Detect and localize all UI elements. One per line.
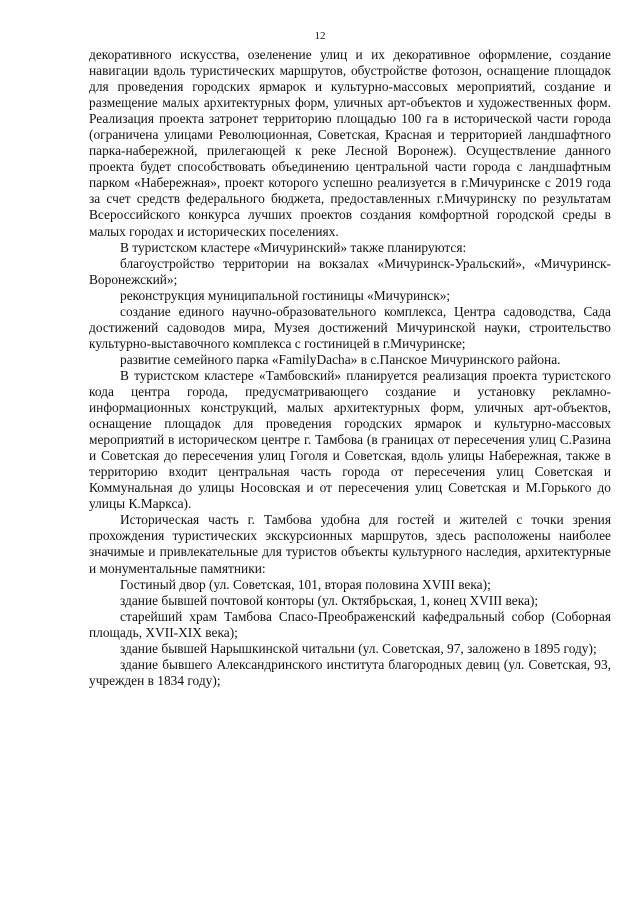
list-item-hotel-reconstruction: реконструкция муниципальной гостиницы «Мичуринск»;: [120, 287, 451, 303]
list-item-family-park: развитие семейного парка «FamilyDacha» в с.Панское Мичуринского района.: [120, 351, 561, 367]
paragraph-historic-center: Историческая часть г. Тамбова удобна для гостей и жителей с точки зрения прохождения туристических экскурсионных маршрутов, здесь расположены наиболее значимые и привлекательные для туристов объекты культурного наследия, архитектурные и монументальные памятники:: [89, 512, 611, 576]
list-item-institute: здание бывшего Александринского института благородных девиц (ул. Советская, 93, учрежден в 1834 году);: [89, 656, 611, 688]
list-item-cathedral: старейший храм Тамбова Спасо-Преображенский кафедральный собор (Соборная площадь, XVII-XIX века);: [89, 608, 611, 640]
list-item-science-complex: создание единого научно-образовательного комплекса, Центра садоводства, Сада достижений садоводов мира, Музея достижений Мичуринской науки, строительство культурно-выставочного комплекса с гостиницей в г.Мичуринске;: [89, 303, 611, 351]
page-number: 12: [314, 30, 326, 42]
list-item-reading-room: здание бывшей Нарышкинской читальни (ул. Советская, 97, заложено в 1895 году);: [120, 640, 597, 656]
list-item-post-office: здание бывшей почтовой конторы (ул. Октябрьская, 1, конец XVIII века);: [120, 592, 539, 608]
paragraph-continuation: декоративного искусства, озеленение улиц и их декоративное оформление, создание навигации вдоль туристических маршрутов, обустройстве фотозон, оснащение площадок для проведения городских ярмарок и культурно-массовых мероприятий, создание и размещение малых архитектурных форм, уличных арт-объектов и художественных форм. Реализация проекта затронет территорию площадью 100 га в исторической части города (ограничена улицами Революционная, Советская, Красная и территорией ландшафтного парка-набережной, прилегающей к реке Лесной Воронеж). Осуществление данного проекта будет способствовать объединению центральной части города с ландшафтным парком «Набережная», проект которого успешно реализуется в г.Мичуринске с 2019 года за счет средств федерального бюджета, предоставленных г.Мичуринску по результатам Всероссийского конкурса лучших проектов создания комфортной городской среды в малых городах и исторических поселениях.: [89, 47, 611, 239]
paragraph-michurinsk-cluster-intro: В туристском кластере «Мичуринский» также планируются:: [120, 239, 467, 255]
list-item-gostiny-dvor: Гостиный двор (ул. Советская, 101, вторая половина XVIII века);: [120, 576, 491, 592]
paragraph-tambov-cluster: В туристском кластере «Тамбовский» планируется реализация проекта туристского кода центра города, предусматривающего создание и установку рекламно-информационных конструкций, малых архитектурных форм, уличных арт-объектов, оснащение площадок для проведения городских ярмарок и культурно-массовых мероприятий в историческом центре г. Тамбова (в границах от пересечения улиц С.Разина и Советская до пересечения улиц Гоголя и Советская, вдоль улицы Набережная, также в территорию входит центральная часть города от пересечения улиц Советская и Коммунальная до улицы Носовская и от пересечения улиц Советская и М.Горького до улицы К.Маркса).: [89, 367, 611, 512]
list-item-station-improvement: благоустройство территории на вокзалах «Мичуринск-Уральский», «Мичуринск-Воронежский»;: [89, 255, 611, 287]
document-body: [89, 47, 611, 689]
